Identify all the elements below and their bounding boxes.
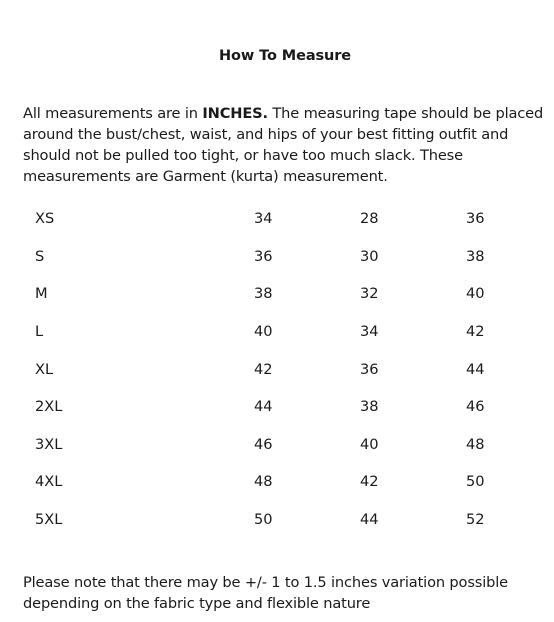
- waist-cell: 30: [360, 247, 379, 265]
- size-cell: L: [35, 323, 44, 341]
- size-cell: 3XL: [35, 435, 63, 453]
- bust-cell: 44: [254, 398, 273, 416]
- bust-cell: 38: [254, 285, 273, 303]
- bust-cell: 48: [254, 473, 273, 491]
- bust-cell: 40: [254, 323, 273, 341]
- size-row: [23, 463, 533, 501]
- bust-cell: 34: [254, 210, 273, 228]
- bust-cell: 42: [254, 360, 273, 378]
- size-cell: S: [35, 247, 45, 265]
- size-cell: 4XL: [35, 473, 63, 491]
- hips-cell: 46: [466, 398, 485, 416]
- hips-cell: 36: [466, 210, 485, 228]
- waist-cell: 44: [360, 511, 379, 529]
- size-cell: M: [35, 285, 48, 303]
- intro-unit-emphasis: INCHES.: [202, 105, 268, 122]
- waist-cell: 40: [360, 435, 379, 453]
- variation-note: Please note that there may be +/- 1 to 1.5 inches variation possible depending on the fabric type and flexible nature: [23, 574, 508, 612]
- bust-cell: 36: [254, 247, 273, 265]
- size-row: [23, 501, 533, 539]
- waist-cell: 38: [360, 398, 379, 416]
- size-row: [23, 200, 533, 238]
- size-cell: 5XL: [35, 511, 63, 529]
- waist-cell: 32: [360, 285, 379, 303]
- size-cell: XL: [35, 360, 54, 378]
- intro-suffix: The measuring tape should be placed around the bust/chest, waist, and hips of your best fitting outfit and should not be pulled too tight, or have too much slack. These measurements are Garment (kurta) measurement.: [23, 105, 544, 185]
- size-row: [23, 426, 533, 464]
- hips-cell: 42: [466, 323, 485, 341]
- size-cell: 2XL: [35, 398, 63, 416]
- waist-cell: 42: [360, 473, 379, 491]
- page-title: How To Measure: [218, 48, 352, 64]
- waist-cell: 28: [360, 210, 379, 228]
- hips-cell: 48: [466, 435, 485, 453]
- hips-cell: 52: [466, 511, 485, 529]
- size-row: [23, 238, 533, 276]
- intro-prefix: All measurements are in: [23, 105, 203, 122]
- hips-cell: 50: [466, 473, 485, 491]
- waist-cell: 34: [360, 323, 379, 341]
- waist-cell: 36: [360, 360, 379, 378]
- size-row: [23, 275, 533, 313]
- measurement-intro: [23, 103, 549, 187]
- size-row: [23, 388, 533, 426]
- bust-cell: 50: [254, 511, 273, 529]
- hips-cell: 40: [466, 285, 485, 303]
- size-row: [23, 350, 533, 388]
- hips-cell: 38: [466, 247, 485, 265]
- size-cell: XS: [35, 210, 55, 228]
- size-chart-table: [23, 200, 533, 538]
- hips-cell: 44: [466, 360, 485, 378]
- bust-cell: 46: [254, 435, 273, 453]
- size-row: [23, 313, 533, 351]
